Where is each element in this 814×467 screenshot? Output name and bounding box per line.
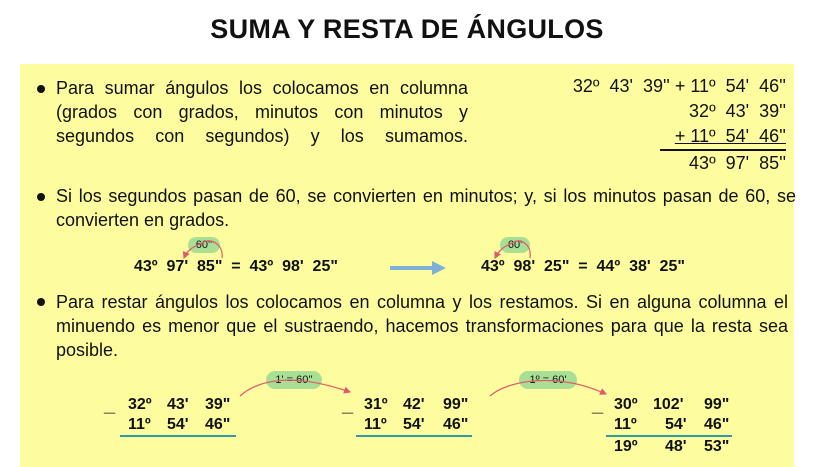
- step3-bottom-min: 54': [665, 416, 687, 433]
- badge-1-degree: 1º = 60': [519, 371, 577, 389]
- badge-1-minute: 1' = 60'': [266, 371, 322, 389]
- step3-result-deg: 19º: [614, 438, 638, 455]
- page-title: SUMA Y RESTA DE ÁNGULOS: [210, 14, 604, 44]
- minus-sign-2: _: [342, 394, 354, 416]
- paragraph-addition: Para sumar ángulos los colocamos en columna (grados con grados, minutos con minutos y segundos con segundos) y los sumamos.: [56, 78, 468, 146]
- curved-arrow-step1-to-step2: [240, 380, 350, 396]
- addition-result: 43º 97' 85'': [689, 153, 786, 173]
- step2-bottom-min: 54': [403, 416, 425, 433]
- step1-bottom-min: 54': [167, 416, 189, 433]
- step1-top-sec: 39": [205, 396, 231, 413]
- step2-bottom-sec: 46": [443, 416, 469, 433]
- curved-arrow-seconds-to-minutes: [184, 241, 222, 258]
- minus-sign-3: _: [592, 394, 604, 416]
- step3-top-deg: 30º: [614, 396, 638, 413]
- step3-result-min: 48': [665, 438, 687, 455]
- addition-inline: 32º 43' 39'' + 11º 54' 46'': [572, 76, 786, 96]
- paragraph-conversion: Si los segundos pasan de 60, se convierten en minutos; y, si los minutos pasan de 60, se convierten en grados.: [56, 186, 796, 230]
- step1-bottom-deg: 11º: [128, 416, 151, 433]
- step3-bottom-deg: 11º: [614, 416, 637, 433]
- step2-top-sec: 99": [443, 396, 469, 413]
- conversion-expression-1: 43º 97' 85" = 43º 98' 25": [134, 258, 338, 275]
- step3-result-sec: 53": [704, 438, 730, 455]
- addition-row-2: + 11º 54' 46'': [674, 126, 786, 146]
- step2-bottom-deg: 11º: [364, 416, 387, 433]
- right-arrow-head: [432, 261, 446, 275]
- badge-60-seconds: 60'': [188, 237, 220, 253]
- badge-60-minutes: 60': [500, 237, 530, 253]
- step3-top-sec: 99": [704, 396, 730, 413]
- curved-arrow-step2-to-step3: [490, 381, 606, 396]
- step2-top-deg: 31º: [364, 396, 388, 413]
- step1-bottom-sec: 46": [205, 416, 231, 433]
- curved-arrow-minutes-to-degrees: [495, 241, 530, 258]
- step2-top-min: 42': [403, 396, 425, 413]
- conversion-expression-2: 43º 98' 25" = 44º 38' 25": [481, 258, 685, 275]
- paragraph-subtraction: Para restar ángulos los colocamos en columna y los restamos. Si en alguna columna el minuendo es menor que el sustraendo, hacemos transformaciones para que la resta sea posible.: [56, 292, 788, 360]
- step1-top-deg: 32º: [128, 396, 152, 413]
- step3-bottom-sec: 46": [704, 416, 730, 433]
- addition-row-1: 32º 43' 39'': [689, 101, 786, 121]
- step3-top-min: 102': [653, 396, 684, 413]
- step1-top-min: 43': [167, 396, 189, 413]
- minus-sign-1: _: [104, 394, 116, 416]
